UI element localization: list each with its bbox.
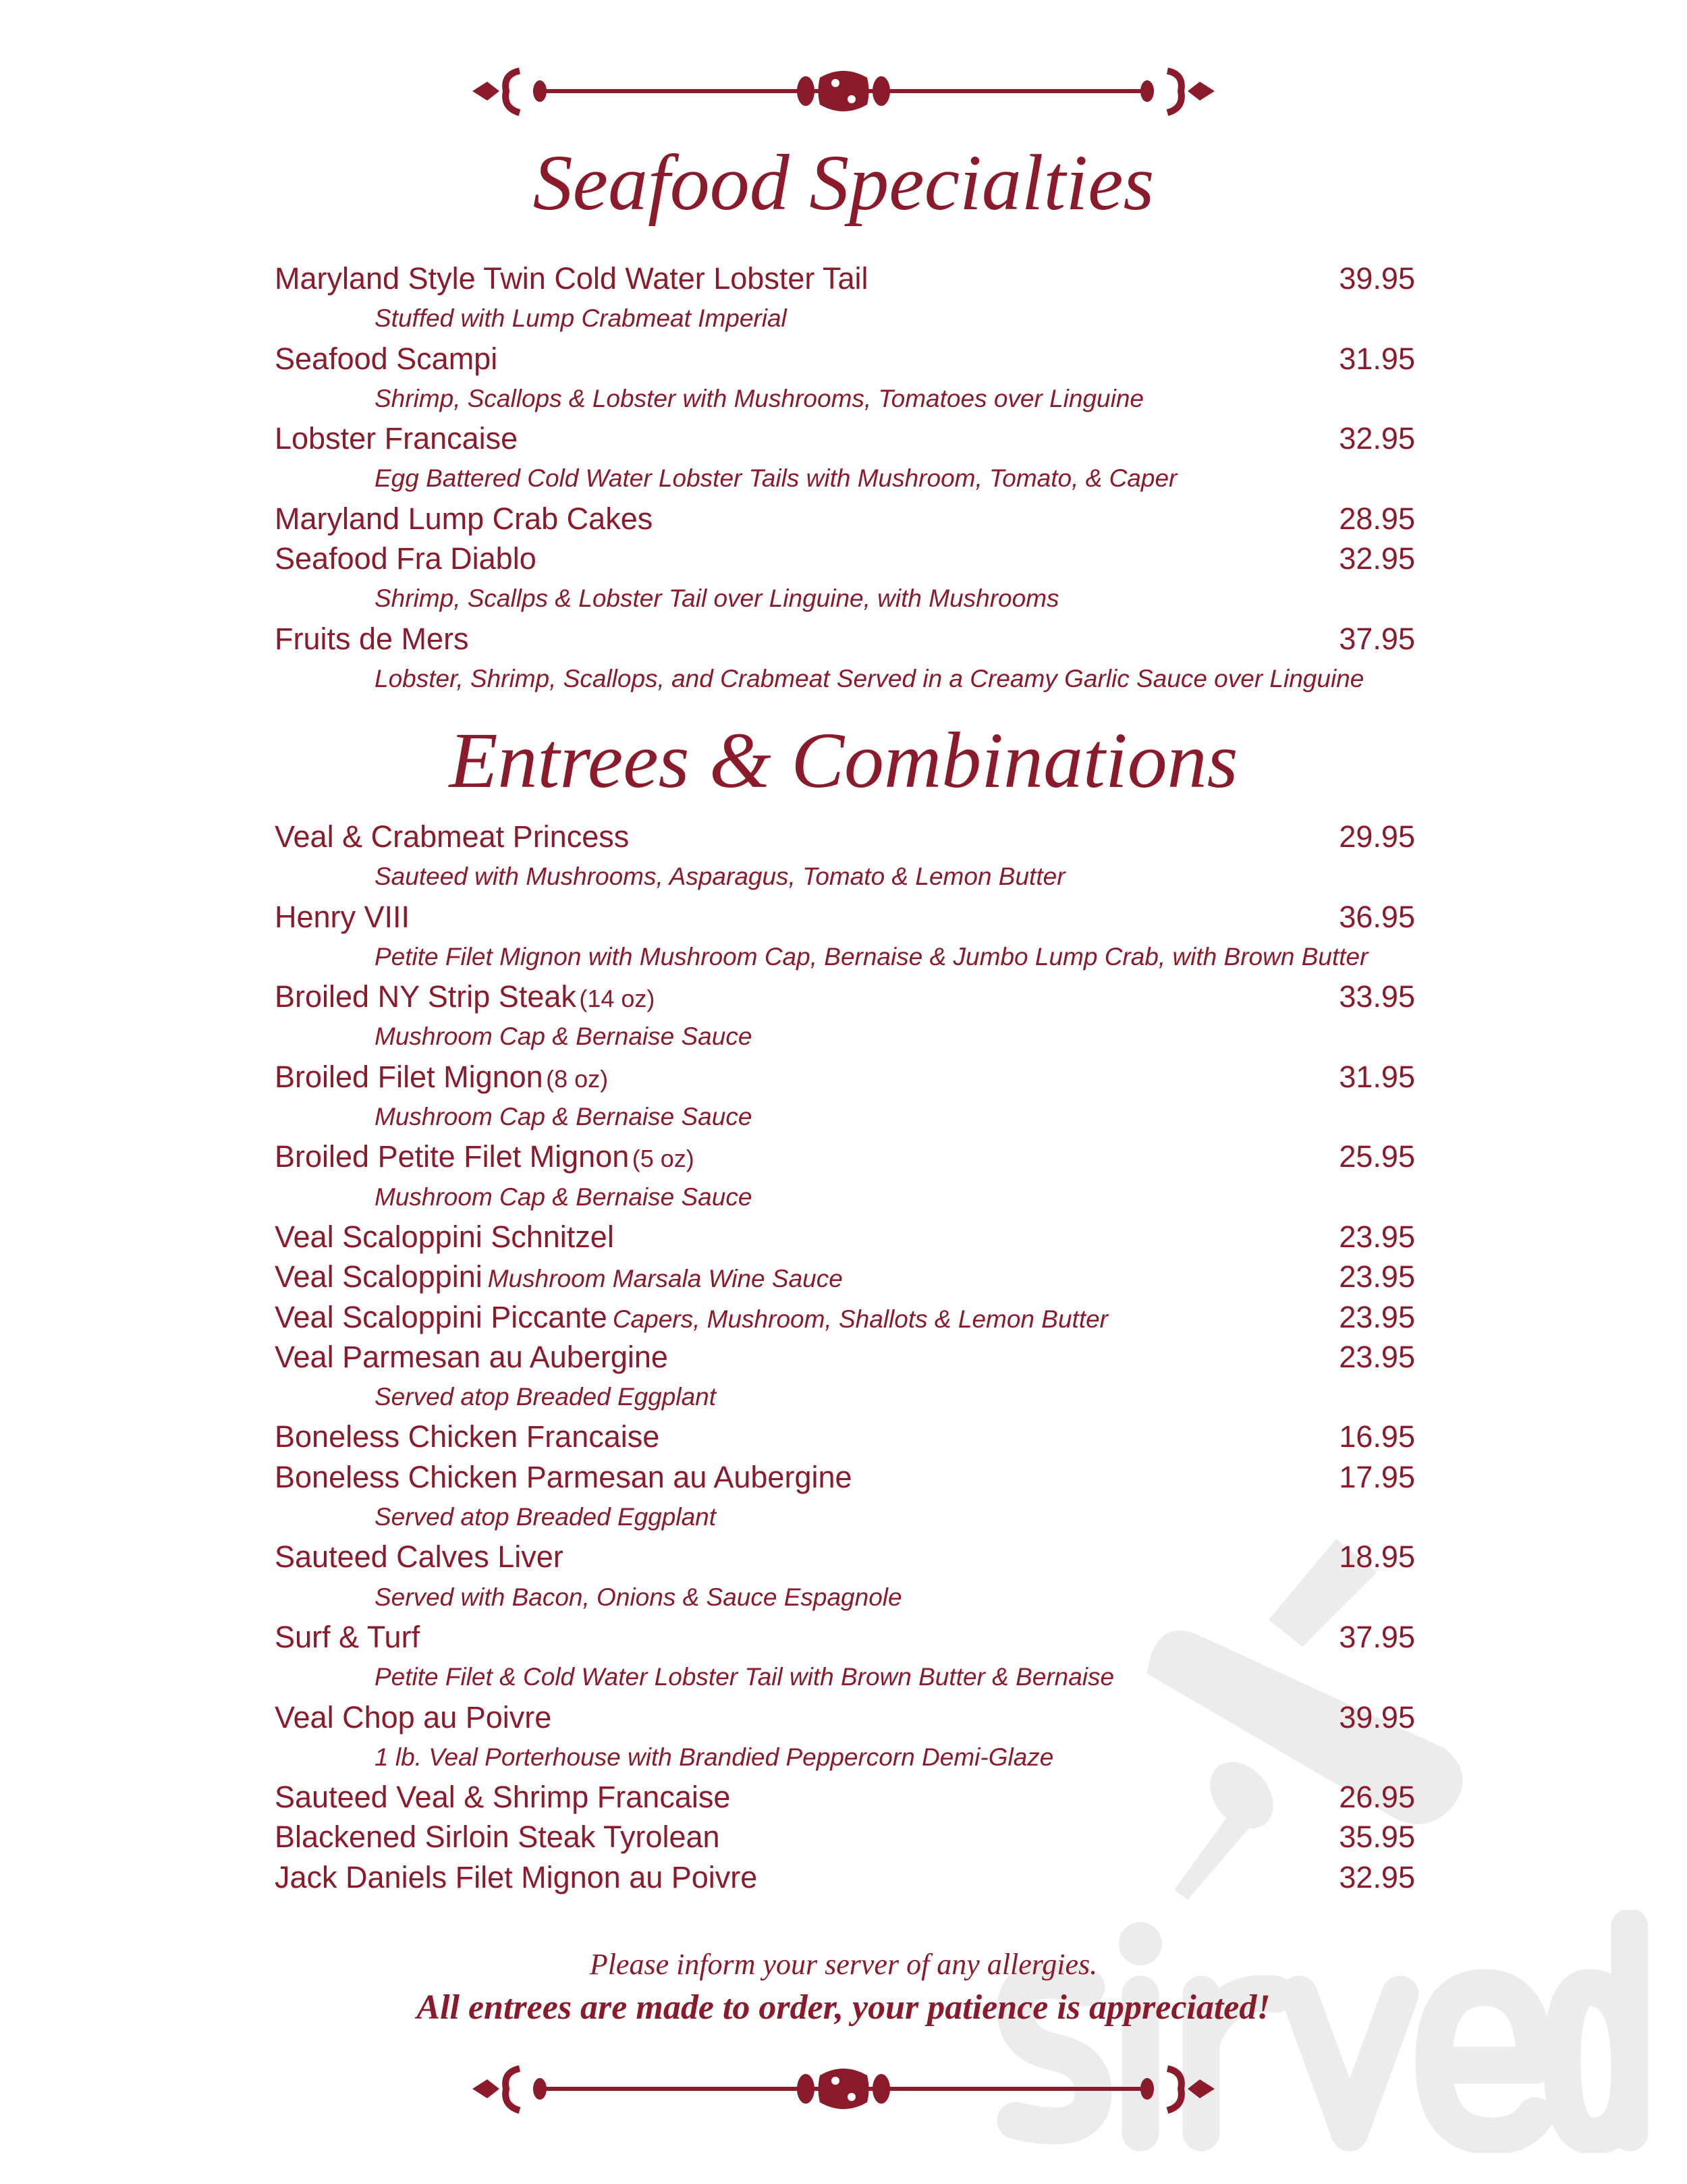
menu-item-name: Veal & Crabmeat Princess	[275, 819, 630, 854]
menu-item-row	[275, 1617, 1415, 1657]
menu-item-description: Mushroom Cap & Bernaise Sauce	[375, 1103, 752, 1131]
menu-item-price: 32.95	[1339, 541, 1415, 576]
menu-item-price: 28.95	[1339, 501, 1415, 536]
menu-item-name: Maryland Lump Crab Cakes	[275, 501, 653, 536]
menu-item-row	[275, 339, 1415, 379]
menu-item-row	[275, 539, 1415, 578]
menu-item-name: Broiled NY Strip Steak	[275, 979, 576, 1014]
menu-item-name: Jack Daniels Filet Mignon au Poivre	[275, 1859, 758, 1894]
menu-item-price: 26.95	[1339, 1780, 1415, 1815]
menu-item-row	[275, 619, 1415, 659]
menu-item-row	[275, 418, 1415, 458]
menu-item-row	[275, 1457, 1415, 1497]
menu-item-price: 23.95	[1339, 1339, 1415, 1374]
seafood-menu-list	[275, 258, 1415, 699]
menu-item-row	[275, 897, 1415, 937]
menu-item-name: Veal Scaloppini Schnitzel	[275, 1219, 614, 1254]
menu-item-name: Blackened Sirloin Steak Tyrolean	[275, 1820, 720, 1855]
menu-item-name: Henry VIII	[275, 899, 410, 934]
menu-item-description: Mushroom Cap & Bernaise Sauce	[375, 1182, 752, 1211]
menu-item-row	[275, 1057, 1415, 1097]
menu-item-row	[275, 1537, 1415, 1577]
menu-item-row	[275, 1217, 1415, 1257]
menu-item-price: 25.95	[1339, 1139, 1415, 1174]
menu-item-description: 1 lb. Veal Porterhouse with Brandied Peppercorn Demi-Glaze	[375, 1743, 1054, 1771]
menu-item-name: Fruits de Mers	[275, 621, 469, 656]
menu-item-description: Lobster, Shrimp, Scallops, and Crabmeat Served in a Creamy Garlic Sauce over Linguine	[375, 664, 1364, 692]
menu-item-name: Sauteed Calves Liver	[275, 1539, 563, 1575]
menu-item-name: Maryland Style Twin Cold Water Lobster Tail	[275, 261, 868, 296]
top-ornament-divider	[472, 64, 1215, 118]
menu-item-name: Broiled Filet Mignon	[275, 1059, 543, 1094]
menu-item-name: Broiled Petite Filet Mignon	[275, 1139, 630, 1174]
menu-item-row	[275, 1817, 1415, 1857]
menu-item-description: Stuffed with Lump Crabmeat Imperial	[375, 304, 787, 333]
menu-item-name: Boneless Chicken Parmesan au Aubergine	[275, 1459, 852, 1494]
patience-note: All entrees are made to order, your patience is appreciated!	[416, 1988, 1271, 2027]
menu-item-row	[275, 258, 1415, 298]
menu-item-description: Sauteed with Mushrooms, Asparagus, Tomato & Lemon Butter	[375, 863, 1066, 891]
menu-item-row	[275, 1417, 1415, 1456]
menu-item-row	[275, 1857, 1415, 1897]
menu-item-price: 35.95	[1339, 1820, 1415, 1855]
menu-item-description: Served atop Breaded Eggplant	[375, 1503, 717, 1531]
menu-item-price: 37.95	[1339, 1619, 1415, 1654]
menu-item-row	[275, 1697, 1415, 1737]
menu-item-name: Boneless Chicken Francaise	[275, 1419, 660, 1454]
menu-item-row	[275, 1777, 1415, 1817]
menu-item-description: Petite Filet Mignon with Mushroom Cap, Bernaise & Jumbo Lump Crab, with Brown Butter	[375, 942, 1368, 971]
menu-item-description: Shrimp, Scallps & Lobster Tail over Linguine, with Mushrooms	[375, 584, 1059, 613]
menu-item-description: Served atop Breaded Eggplant	[375, 1383, 717, 1411]
section-title-entrees: Entrees & Combinations	[449, 716, 1238, 804]
menu-item-price: 23.95	[1339, 1299, 1415, 1334]
menu-item-name: Seafood Fra Diablo	[275, 541, 536, 576]
menu-item-price: 16.95	[1339, 1419, 1415, 1454]
menu-item-name: Veal Scaloppini Piccante	[275, 1299, 607, 1334]
menu-item-row	[275, 1337, 1415, 1377]
menu-item-description: Served with Bacon, Onions & Sauce Espagnole	[375, 1583, 902, 1611]
menu-item-price: 31.95	[1339, 341, 1415, 376]
menu-item-price: 32.95	[1339, 421, 1415, 456]
menu-item-price: 37.95	[1339, 621, 1415, 656]
menu-item-price: 31.95	[1339, 1059, 1415, 1094]
menu-item-price: 29.95	[1339, 819, 1415, 854]
bottom-ornament-divider	[472, 2062, 1215, 2116]
menu-item-row	[275, 817, 1415, 856]
section-title-seafood: Seafood Specialties	[532, 138, 1155, 227]
menu-item-price: 33.95	[1339, 979, 1415, 1014]
menu-item-name: Veal Scaloppini	[275, 1259, 482, 1294]
menu-item-size: (5 oz)	[632, 1145, 694, 1173]
menu-item-price: 23.95	[1339, 1219, 1415, 1254]
menu-item-price: 32.95	[1339, 1859, 1415, 1894]
menu-item-price: 39.95	[1339, 261, 1415, 296]
menu-item-description: Petite Filet & Cold Water Lobster Tail with Brown Butter & Bernaise	[375, 1663, 1115, 1691]
menu-item-description: Capers, Mushroom, Shallots & Lemon Butter	[612, 1305, 1108, 1333]
menu-item-name: Lobster Francaise	[275, 421, 518, 456]
menu-item-name: Veal Parmesan au Aubergine	[275, 1339, 668, 1374]
menu-item-row	[275, 1137, 1415, 1176]
menu-item-row	[275, 977, 1415, 1016]
menu-item-price: 36.95	[1339, 899, 1415, 934]
menu-item-row	[275, 499, 1415, 539]
menu-item-size: (14 oz)	[579, 985, 655, 1013]
menu-item-price: 23.95	[1339, 1259, 1415, 1294]
menu-item-description: Mushroom Cap & Bernaise Sauce	[375, 1022, 752, 1051]
menu-item-price: 17.95	[1339, 1459, 1415, 1494]
menu-item-description: Shrimp, Scallops & Lobster with Mushrooms, Tomatoes over Linguine	[375, 384, 1144, 412]
allergy-note: Please inform your server of any allergies.	[589, 1948, 1098, 1981]
menu-item-description: Egg Battered Cold Water Lobster Tails with Mushroom, Tomato, & Caper	[375, 464, 1178, 493]
menu-item-price: 18.95	[1339, 1539, 1415, 1575]
menu-item-size: (8 oz)	[546, 1064, 609, 1093]
menu-item-row	[275, 1257, 1415, 1296]
sirved-watermark-logo	[985, 1910, 1660, 2153]
menu-item-name: Sauteed Veal & Shrimp Francaise	[275, 1780, 731, 1815]
menu-item-description: Mushroom Marsala Wine Sauce	[487, 1265, 843, 1293]
menu-item-row	[275, 1297, 1415, 1337]
menu-item-name: Seafood Scampi	[275, 341, 498, 376]
entrees-menu-list	[275, 817, 1415, 1897]
menu-item-price: 39.95	[1339, 1699, 1415, 1735]
menu-item-name: Veal Chop au Poivre	[275, 1699, 552, 1735]
menu-item-name: Surf & Turf	[275, 1619, 420, 1654]
